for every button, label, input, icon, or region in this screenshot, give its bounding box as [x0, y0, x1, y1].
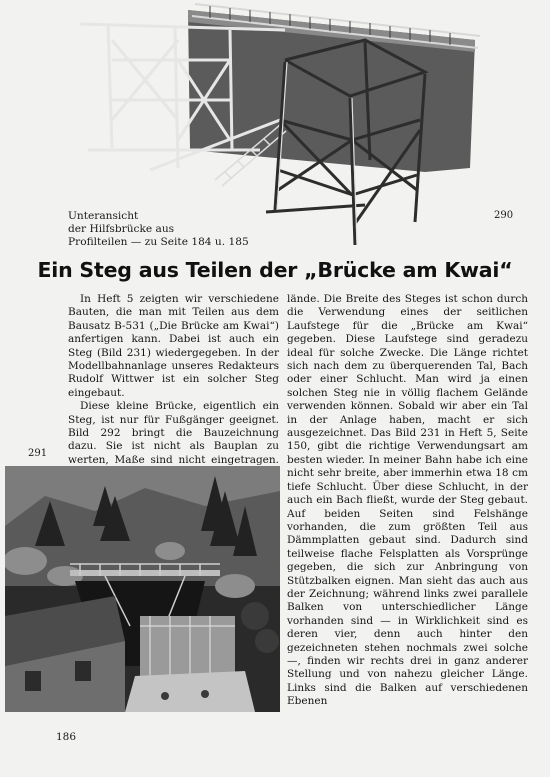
- bridge-underside-photo: [80, 0, 490, 245]
- article-title: Ein Steg aus Teilen der „Brücke am Kwai“: [37, 258, 513, 282]
- footbridge-scene-illustration: [5, 466, 280, 712]
- paragraph: Diese kleine Brücke, eigentlich ein Steg, ist nur für Fußgänger geeignet. Bild 292 bringt die Bauzeichnung dazu. Sie ist nicht als Bauplan zu werten, Maße sind nicht eingetragen.: [68, 400, 279, 466]
- caption-line: Profilteilen — zu Seite 184 u. 185: [68, 236, 249, 248]
- bridge-underside-illustration: [80, 0, 490, 245]
- figure-number-291: 291: [28, 448, 48, 459]
- figure-number-290: 290: [494, 210, 514, 221]
- caption-line: der Hilfsbrücke aus: [68, 223, 175, 235]
- paragraph: In Heft 5 zeigten wir verschiedene Bauten, die man mit Teilen aus dem Bausatz B-531 („Die Brücke am Kwai“) anfertigen kann. Dabei ist auch ein Steg (Bild 231) wiedergegeben. In der Modellbahnanlage unseres Redakteurs Rudolf Wittwer ist ein solcher Steg eingebaut.: [68, 293, 279, 399]
- page-number: 186: [56, 731, 77, 743]
- caption-line: Unteransicht: [68, 210, 139, 222]
- model-footbridge-photo: [5, 466, 280, 712]
- right-column: [287, 293, 528, 722]
- paragraph: lände. Die Breite des Steges ist schon durch die Verwendung eines der seitlichen Laufstege für die „Brücke am Kwai“ gegeben. Diese Laufstege sind geradezu ideal für solche Zwecke. Die Länge richtet sich nach dem zu überquerenden Tal, Bach oder einer Schlucht. Man wird ja einen solchen Steg nie in völlig flachem Gelände verwenden können. Sobald wir aber ein Tal in der Anlage haben, macht er sich ausgezeichnet. Das Bild 231 in Heft 5, Seite 150, gibt die richtige Verwendungsart am besten wieder. In meiner Bahn habe ich eine nicht sehr breite, aber immerhin etwa 18 cm tiefe Schlucht. Über diese Schlucht, in der auch ein Bach fließt, wurde der Steg gebaut. Auf beiden Seiten sind Felshänge vorhanden, die zum größten Teil aus Dämmplatten gebaut sind. Dadurch sind teilweise flache Felsplatten als Vorsprünge gegeben, die sich zur Anbringung von Stützbalken eignen. Man sieht das auch aus der Zeichnung; während links zwei parallele Balken von unterschiedlicher Länge vorhanden sind — in Wirklichkeit sind es deren vier, denn auch hinter den gezeichneten stehen nochmals zwei solche —, finden wir rechts drei in ganz anderer Stellung und von nahezu gleicher Länge. Links sind die Balken auf verschiedenen Ebenen: [287, 293, 528, 708]
- figure-290-caption: [68, 210, 249, 249]
